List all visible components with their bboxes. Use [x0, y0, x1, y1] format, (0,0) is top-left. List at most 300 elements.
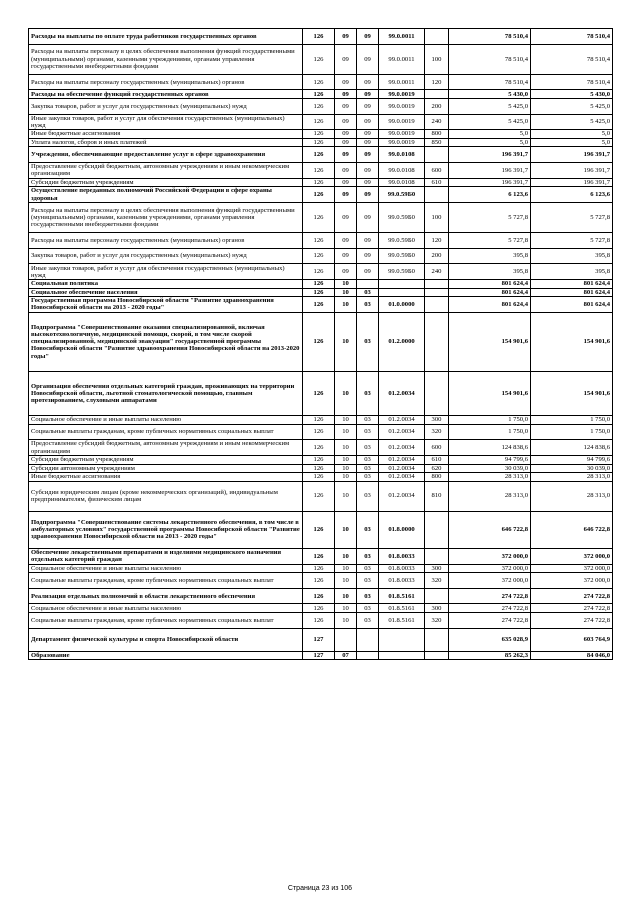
row-sum-1: 372 000,0: [449, 573, 531, 589]
row-sum-2: 5 425,0: [531, 114, 613, 130]
row-sum-2: 395,8: [531, 264, 613, 280]
row-name: Учреждения, обеспечивающие предоставление услуг в сфере здравоохранения: [29, 147, 303, 163]
row-sum-2: 5 727,8: [531, 233, 613, 249]
row-target-article: 99.0.0108: [379, 178, 425, 187]
row-expense-type: [425, 371, 449, 416]
row-section: 09: [335, 233, 357, 249]
row-ved: 126: [303, 288, 335, 297]
row-sum-2: 646 722,8: [531, 511, 613, 548]
row-sum-1: 5 425,0: [449, 114, 531, 130]
row-subsection: 03: [357, 604, 379, 613]
table-row: [29, 297, 613, 313]
row-ved: 126: [303, 98, 335, 114]
row-target-article: 01.8.0033: [379, 548, 425, 564]
row-sum-1: 78 510,4: [449, 74, 531, 90]
row-sum-1: 154 901,6: [449, 312, 531, 371]
row-sum-1: 274 722,8: [449, 588, 531, 604]
row-section: 10: [335, 280, 357, 289]
row-section: 10: [335, 573, 357, 589]
row-expense-type: [425, 548, 449, 564]
row-sum-2: 801 624,4: [531, 280, 613, 289]
row-subsection: 03: [357, 573, 379, 589]
row-expense-type: [425, 588, 449, 604]
row-sum-1: 801 624,4: [449, 280, 531, 289]
row-subsection: 09: [357, 138, 379, 147]
row-sum-2: 5,0: [531, 130, 613, 139]
row-target-article: [379, 288, 425, 297]
row-ved: 126: [303, 456, 335, 465]
row-section: 10: [335, 481, 357, 511]
row-sum-2: 78 510,4: [531, 44, 613, 74]
row-name: Государственная программа Новосибирской области "Развитие здравоохранения Новосибирской области на 2013 - 2020 годы": [29, 297, 303, 313]
row-subsection: 03: [357, 511, 379, 548]
row-sum-2: 84 046,0: [531, 651, 613, 660]
row-expense-type: 610: [425, 456, 449, 465]
row-target-article: 99.0.59Б0: [379, 248, 425, 264]
row-section: 10: [335, 548, 357, 564]
row-section: 10: [335, 564, 357, 573]
row-section: 09: [335, 98, 357, 114]
row-target-article: 99.0.0108: [379, 163, 425, 179]
row-sum-1: 6 123,6: [449, 187, 531, 203]
budget-table: [28, 28, 613, 660]
table-row: [29, 178, 613, 187]
row-target-article: 01.8.5161: [379, 604, 425, 613]
row-subsection: 09: [357, 187, 379, 203]
row-subsection: 09: [357, 44, 379, 74]
row-subsection: 09: [357, 163, 379, 179]
row-expense-type: [425, 288, 449, 297]
table-row: [29, 473, 613, 482]
row-ved: 126: [303, 44, 335, 74]
row-sum-2: 395,8: [531, 248, 613, 264]
row-expense-type: 240: [425, 264, 449, 280]
table-row: [29, 114, 613, 130]
row-subsection: 03: [357, 548, 379, 564]
row-ved: 126: [303, 481, 335, 511]
row-target-article: 99.0.59Б0: [379, 202, 425, 232]
table-row: [29, 464, 613, 473]
row-sum-1: 801 624,4: [449, 297, 531, 313]
row-name: Расходы на выплаты персоналу в целях обеспечения выполнения функций государственными (муниципальными) органами, казенными учреждениями, органами управления государственными внебюджетными фондами: [29, 44, 303, 74]
row-sum-1: 372 000,0: [449, 564, 531, 573]
table-row: [29, 288, 613, 297]
row-name: Расходы на выплаты персоналу государственных (муниципальных) органов: [29, 74, 303, 90]
row-section: 10: [335, 297, 357, 313]
table-row: [29, 424, 613, 440]
row-section: 09: [335, 147, 357, 163]
row-subsection: 03: [357, 440, 379, 456]
table-row: [29, 187, 613, 203]
row-sum-1: 124 838,6: [449, 440, 531, 456]
row-name: Иные бюджетные ассигнования: [29, 130, 303, 139]
row-ved: 126: [303, 464, 335, 473]
row-subsection: [357, 280, 379, 289]
row-name: Социальное обеспечение населения: [29, 288, 303, 297]
row-target-article: [379, 651, 425, 660]
row-target-article: 01.2.0034: [379, 424, 425, 440]
row-sum-2: 5 727,8: [531, 202, 613, 232]
row-section: 10: [335, 588, 357, 604]
row-subsection: 09: [357, 130, 379, 139]
row-expense-type: [425, 147, 449, 163]
row-expense-type: 300: [425, 564, 449, 573]
row-name: Социальная политика: [29, 280, 303, 289]
row-sum-2: 5,0: [531, 138, 613, 147]
row-ved: 126: [303, 248, 335, 264]
row-ved: 126: [303, 440, 335, 456]
row-subsection: 09: [357, 202, 379, 232]
row-name: Субсидии автономным учреждениям: [29, 464, 303, 473]
row-ved: 126: [303, 604, 335, 613]
row-subsection: 03: [357, 588, 379, 604]
row-name: Расходы на выплаты персоналу в целях обеспечения выполнения функций государственными (муниципальными) органами, казенными учреждениями, органами управления государственными внебюджетными фондами: [29, 202, 303, 232]
row-sum-1: 196 391,7: [449, 178, 531, 187]
row-subsection: 09: [357, 29, 379, 45]
row-sum-1: 30 039,0: [449, 464, 531, 473]
table-row: [29, 456, 613, 465]
row-sum-2: 28 313,0: [531, 481, 613, 511]
table-row: [29, 440, 613, 456]
row-subsection: 03: [357, 456, 379, 465]
row-sum-2: 5 430,0: [531, 90, 613, 99]
row-sum-1: 78 510,4: [449, 44, 531, 74]
row-sum-1: 274 722,8: [449, 612, 531, 628]
row-target-article: 99.0.59Б0: [379, 233, 425, 249]
row-expense-type: [425, 280, 449, 289]
row-sum-2: 603 764,9: [531, 628, 613, 651]
row-expense-type: 800: [425, 130, 449, 139]
row-subsection: 03: [357, 371, 379, 416]
row-ved: 126: [303, 90, 335, 99]
row-name: Иные бюджетные ассигнования: [29, 473, 303, 482]
table-row: [29, 612, 613, 628]
table-row: [29, 511, 613, 548]
table-row: [29, 588, 613, 604]
row-target-article: 01.2.0034: [379, 440, 425, 456]
row-target-article: 99.0.0019: [379, 98, 425, 114]
table-row: [29, 564, 613, 573]
row-subsection: 09: [357, 74, 379, 90]
row-sum-1: 5 425,0: [449, 98, 531, 114]
table-row: [29, 202, 613, 232]
row-name: Социальные выплаты гражданам, кроме публичных нормативных социальных выплат: [29, 573, 303, 589]
row-name: Осуществление переданных полномочий Российской Федерации в сфере охраны здоровья: [29, 187, 303, 203]
row-ved: 126: [303, 147, 335, 163]
row-subsection: 03: [357, 416, 379, 425]
row-sum-2: 1 750,0: [531, 424, 613, 440]
row-subsection: 03: [357, 288, 379, 297]
row-subsection: 03: [357, 473, 379, 482]
row-sum-2: 801 624,4: [531, 288, 613, 297]
row-sum-1: 635 028,9: [449, 628, 531, 651]
row-expense-type: 620: [425, 464, 449, 473]
row-expense-type: [425, 628, 449, 651]
row-expense-type: 810: [425, 481, 449, 511]
row-target-article: 99.0.0011: [379, 44, 425, 74]
row-ved: 126: [303, 280, 335, 289]
row-section: 10: [335, 511, 357, 548]
row-name: Закупка товаров, работ и услуг для государственных (муниципальных) нужд: [29, 248, 303, 264]
table-row: [29, 98, 613, 114]
row-sum-2: 124 838,6: [531, 440, 613, 456]
row-expense-type: 200: [425, 248, 449, 264]
row-target-article: 01.8.0033: [379, 564, 425, 573]
row-expense-type: 320: [425, 573, 449, 589]
row-sum-2: 5 425,0: [531, 98, 613, 114]
row-section: 07: [335, 651, 357, 660]
row-target-article: 01.2.0034: [379, 464, 425, 473]
row-section: 09: [335, 163, 357, 179]
row-expense-type: 100: [425, 202, 449, 232]
row-name: Иные закупки товаров, работ и услуг для обеспечения государственных (муниципальных) нужд: [29, 114, 303, 130]
table-row: [29, 29, 613, 45]
row-sum-1: 85 262,3: [449, 651, 531, 660]
row-ved: 126: [303, 573, 335, 589]
row-target-article: 99.0.0108: [379, 147, 425, 163]
table-row: [29, 628, 613, 651]
row-sum-2: 196 391,7: [531, 178, 613, 187]
row-sum-2: 196 391,7: [531, 147, 613, 163]
row-target-article: 01.8.0033: [379, 573, 425, 589]
row-sum-1: 5,0: [449, 130, 531, 139]
row-ved: 126: [303, 163, 335, 179]
row-section: 09: [335, 114, 357, 130]
row-subsection: 09: [357, 178, 379, 187]
row-expense-type: 320: [425, 612, 449, 628]
row-sum-1: 1 750,0: [449, 416, 531, 425]
table-row: [29, 573, 613, 589]
row-target-article: 99.0.0019: [379, 114, 425, 130]
row-sum-1: 196 391,7: [449, 163, 531, 179]
row-target-article: 01.8.5161: [379, 588, 425, 604]
row-name: Социальное обеспечение и иные выплаты населению: [29, 416, 303, 425]
row-name: Образование: [29, 651, 303, 660]
row-sum-1: 154 901,6: [449, 371, 531, 416]
row-sum-2: 154 901,6: [531, 371, 613, 416]
row-target-article: 99.0.59Б0: [379, 187, 425, 203]
row-section: 09: [335, 130, 357, 139]
row-expense-type: 850: [425, 138, 449, 147]
row-sum-2: 6 123,6: [531, 187, 613, 203]
row-subsection: 09: [357, 114, 379, 130]
row-ved: 126: [303, 588, 335, 604]
row-section: 09: [335, 264, 357, 280]
row-section: 09: [335, 187, 357, 203]
row-sum-1: 801 624,4: [449, 288, 531, 297]
row-name: Субсидии бюджетным учреждениям: [29, 178, 303, 187]
row-expense-type: 300: [425, 604, 449, 613]
row-section: 10: [335, 416, 357, 425]
page-footer: Страница 23 из 106: [287, 885, 353, 892]
row-name: Социальное обеспечение и иные выплаты населению: [29, 604, 303, 613]
row-target-article: 99.0.0019: [379, 130, 425, 139]
row-name: Уплата налогов, сборов и иных платежей: [29, 138, 303, 147]
row-subsection: [357, 628, 379, 651]
row-name: Субсидии юридическим лицам (кроме некоммерческих организаций), индивидуальным предпринимателям, физическим лицам: [29, 481, 303, 511]
row-name: Организация обеспечения отдельных категорий граждан, проживающих на территории Новосибирской области, льготной стоматологической помощью, главным протезированием, слуховыми аппаратами: [29, 371, 303, 416]
table-row: [29, 130, 613, 139]
row-ved: 127: [303, 651, 335, 660]
row-target-article: [379, 628, 425, 651]
row-target-article: 99.0.0011: [379, 29, 425, 45]
row-sum-2: 372 000,0: [531, 573, 613, 589]
row-subsection: 03: [357, 481, 379, 511]
row-section: 09: [335, 178, 357, 187]
row-expense-type: 320: [425, 424, 449, 440]
row-section: 09: [335, 90, 357, 99]
row-sum-1: 5 727,8: [449, 202, 531, 232]
table-row: [29, 416, 613, 425]
row-expense-type: [425, 29, 449, 45]
row-name: Департамент физической культуры и спорта Новосибирской области: [29, 628, 303, 651]
row-subsection: 09: [357, 98, 379, 114]
row-subsection: 03: [357, 424, 379, 440]
row-sum-2: 1 750,0: [531, 416, 613, 425]
row-section: 09: [335, 44, 357, 74]
row-sum-2: 154 901,6: [531, 312, 613, 371]
row-target-article: 01.2.0034: [379, 371, 425, 416]
table-row: [29, 371, 613, 416]
row-sum-2: 28 313,0: [531, 473, 613, 482]
row-expense-type: 610: [425, 178, 449, 187]
row-section: 09: [335, 202, 357, 232]
row-sum-2: 274 722,8: [531, 588, 613, 604]
row-target-article: [379, 280, 425, 289]
row-section: 10: [335, 312, 357, 371]
table-row: [29, 312, 613, 371]
table-row: [29, 548, 613, 564]
row-sum-1: 196 391,7: [449, 147, 531, 163]
row-subsection: 03: [357, 297, 379, 313]
row-sum-2: 274 722,8: [531, 612, 613, 628]
row-sum-1: 1 750,0: [449, 424, 531, 440]
row-subsection: 09: [357, 233, 379, 249]
row-ved: 127: [303, 628, 335, 651]
row-section: 10: [335, 440, 357, 456]
row-sum-2: 30 039,0: [531, 464, 613, 473]
row-section: 09: [335, 138, 357, 147]
row-expense-type: 240: [425, 114, 449, 130]
row-section: 10: [335, 424, 357, 440]
row-expense-type: [425, 187, 449, 203]
row-section: 10: [335, 473, 357, 482]
row-target-article: 01.2.0000: [379, 312, 425, 371]
row-target-article: 99.0.59Б0: [379, 264, 425, 280]
row-ved: 126: [303, 473, 335, 482]
row-sum-2: 78 510,4: [531, 74, 613, 90]
row-ved: 126: [303, 416, 335, 425]
row-expense-type: [425, 312, 449, 371]
row-target-article: 99.0.0019: [379, 138, 425, 147]
table-row: [29, 163, 613, 179]
row-name: Подпрограмма "Совершенствование оказания специализированной, включая высокотехнологичную, медицинской помощи, скорой, в том числе скорой специализированной, медицинской эвакуации" государственной программы Новосибирской области "Развитие здравоохранения Новосибирской области на 2013-2020 годы": [29, 312, 303, 371]
row-expense-type: [425, 511, 449, 548]
row-target-article: 01.2.0034: [379, 456, 425, 465]
row-sum-1: 28 313,0: [449, 473, 531, 482]
row-subsection: 09: [357, 248, 379, 264]
row-sum-2: 196 391,7: [531, 163, 613, 179]
table-row: [29, 264, 613, 280]
row-target-article: 01.2.0034: [379, 473, 425, 482]
row-ved: 126: [303, 29, 335, 45]
row-target-article: 01.8.0000: [379, 511, 425, 548]
row-name: Предоставление субсидий бюджетным, автономным учреждениям и иным некоммерческим организациям: [29, 440, 303, 456]
row-expense-type: 300: [425, 416, 449, 425]
row-sum-2: 94 799,6: [531, 456, 613, 465]
table-row: [29, 138, 613, 147]
row-name: Иные закупки товаров, работ и услуг для обеспечения государственных (муниципальных) нужд: [29, 264, 303, 280]
table-row: [29, 280, 613, 289]
row-sum-1: 28 313,0: [449, 481, 531, 511]
row-section: 10: [335, 288, 357, 297]
row-ved: 126: [303, 264, 335, 280]
row-name: Социальное обеспечение и иные выплаты населению: [29, 564, 303, 573]
row-ved: 126: [303, 187, 335, 203]
row-expense-type: 800: [425, 473, 449, 482]
row-subsection: 03: [357, 312, 379, 371]
table-row: [29, 74, 613, 90]
row-sum-1: 372 000,0: [449, 548, 531, 564]
row-sum-2: 78 510,4: [531, 29, 613, 45]
table-row: [29, 44, 613, 74]
row-expense-type: 120: [425, 74, 449, 90]
row-target-article: 01.0.0000: [379, 297, 425, 313]
row-name: Расходы на выплаты по оплате труда работников государственных органов: [29, 29, 303, 45]
row-ved: 126: [303, 114, 335, 130]
row-target-article: 01.2.0034: [379, 416, 425, 425]
row-ved: 126: [303, 74, 335, 90]
row-ved: 126: [303, 371, 335, 416]
table-row: [29, 604, 613, 613]
row-name: Расходы на обеспечение функций государственных органов: [29, 90, 303, 99]
row-ved: 126: [303, 424, 335, 440]
row-name: Социальные выплаты гражданам, кроме публичных нормативных социальных выплат: [29, 424, 303, 440]
row-name: Обеспечение лекарственными препаратами и изделиями медицинского назначения отдельных категорий граждан: [29, 548, 303, 564]
row-subsection: [357, 651, 379, 660]
row-target-article: 01.8.5161: [379, 612, 425, 628]
row-expense-type: 120: [425, 233, 449, 249]
row-ved: 126: [303, 297, 335, 313]
row-sum-1: 5 727,8: [449, 233, 531, 249]
row-sum-1: 5,0: [449, 138, 531, 147]
row-ved: 126: [303, 233, 335, 249]
row-name: Социальные выплаты гражданам, кроме публичных нормативных социальных выплат: [29, 612, 303, 628]
table-row: [29, 481, 613, 511]
row-ved: 126: [303, 312, 335, 371]
row-target-article: 99.0.0011: [379, 74, 425, 90]
row-expense-type: [425, 90, 449, 99]
row-section: 09: [335, 74, 357, 90]
row-section: [335, 628, 357, 651]
row-subsection: 09: [357, 90, 379, 99]
row-name: Расходы на выплаты персоналу государственных (муниципальных) органов: [29, 233, 303, 249]
row-sum-2: 372 000,0: [531, 548, 613, 564]
row-sum-1: 274 722,8: [449, 604, 531, 613]
row-ved: 126: [303, 511, 335, 548]
row-sum-1: 646 722,8: [449, 511, 531, 548]
row-sum-1: 5 430,0: [449, 90, 531, 99]
row-name: Реализация отдельных полномочий в области лекарственного обеспечения: [29, 588, 303, 604]
row-sum-2: 274 722,8: [531, 604, 613, 613]
table-row: [29, 233, 613, 249]
row-ved: 126: [303, 138, 335, 147]
row-target-article: 01.2.0034: [379, 481, 425, 511]
row-sum-1: 395,8: [449, 264, 531, 280]
row-ved: 126: [303, 202, 335, 232]
row-sum-1: 78 510,4: [449, 29, 531, 45]
row-subsection: 03: [357, 612, 379, 628]
